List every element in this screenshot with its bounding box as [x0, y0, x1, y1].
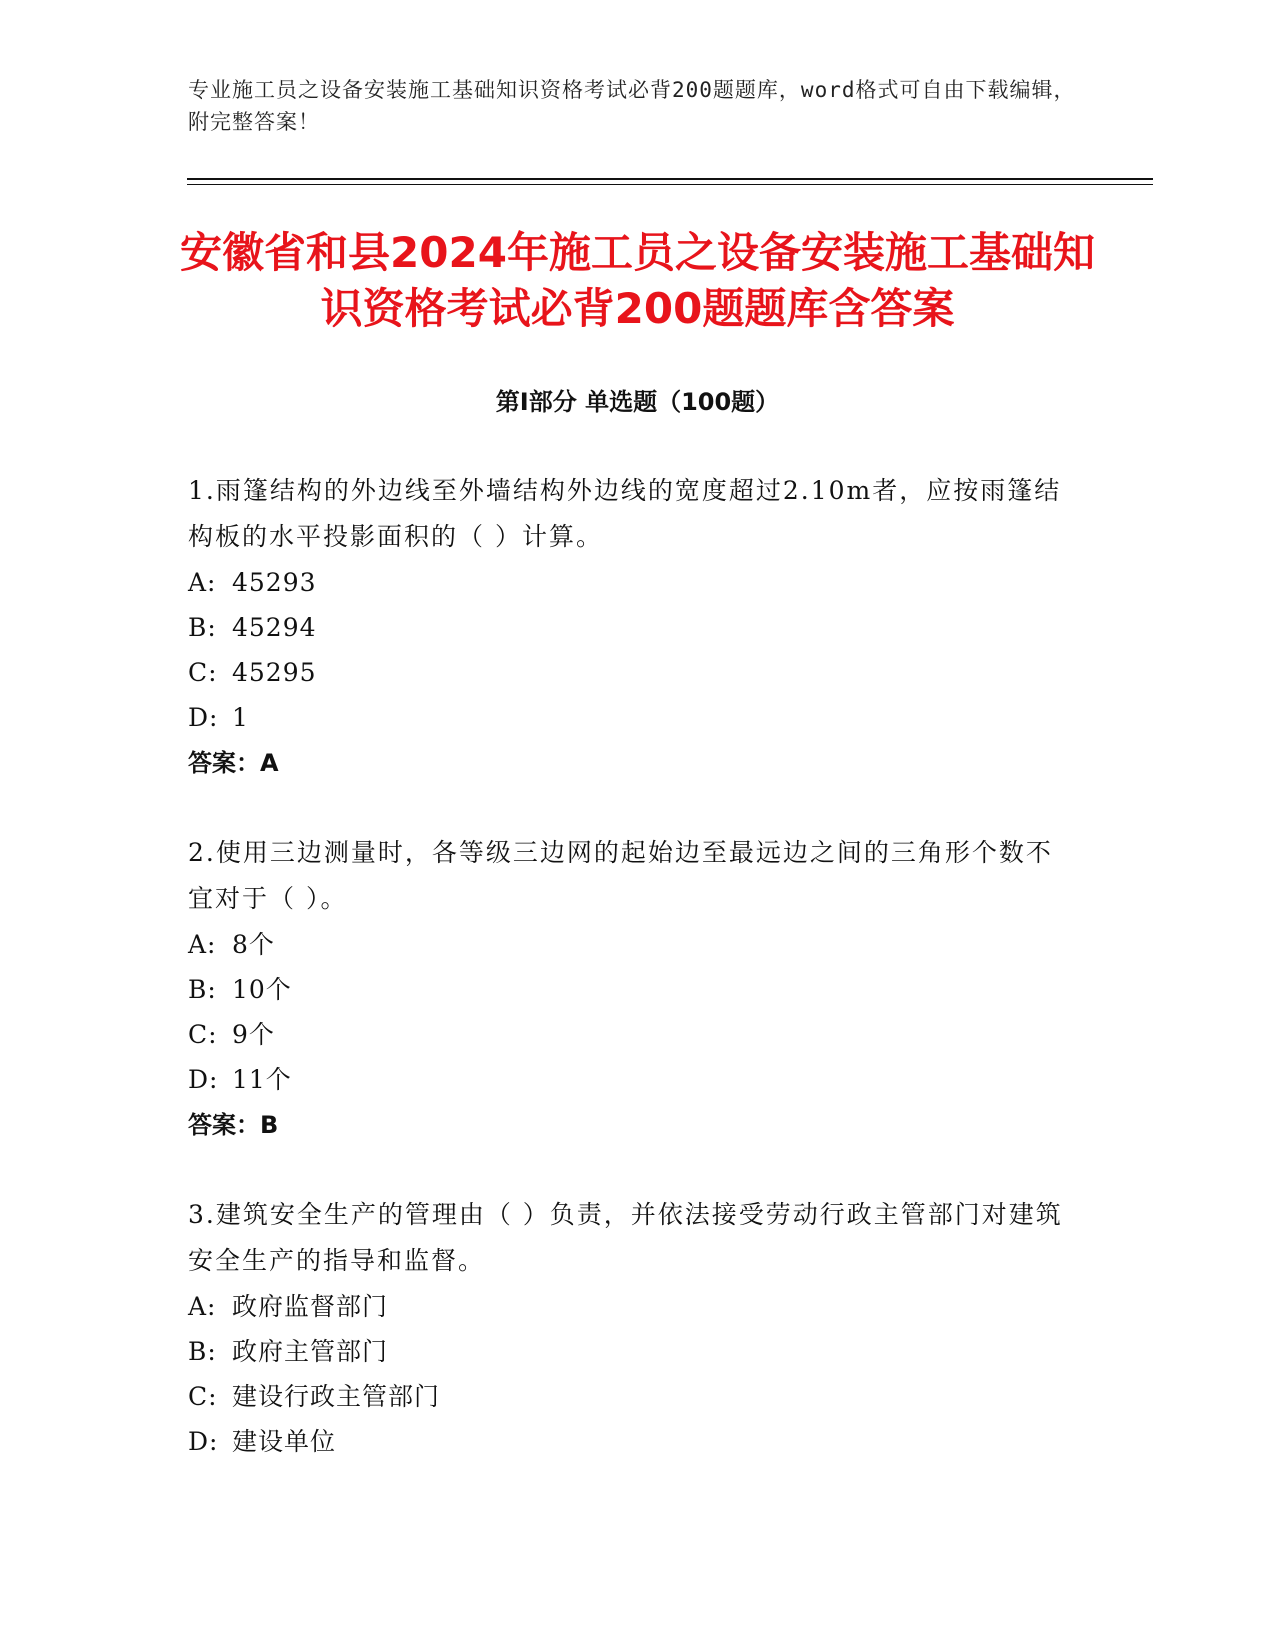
option-value: 45295 — [232, 658, 317, 687]
option-b — [188, 967, 1078, 1012]
option-letter: D: — [188, 1427, 219, 1456]
header-rule-thin — [187, 184, 1153, 185]
option-letter: A: — [188, 1292, 217, 1321]
option-letter: A: — [188, 568, 217, 597]
option-value: 45293 — [232, 568, 317, 597]
document-title: 安徽省和县2024年施工员之设备安装施工基础知识资格考试必背200题题库含答案 — [180, 228, 1095, 333]
option-value: 45294 — [232, 613, 317, 642]
option-c — [188, 1012, 1078, 1057]
question-2 — [188, 830, 1078, 1148]
option-a — [188, 922, 1078, 967]
answer: 答案：B — [188, 1111, 279, 1139]
option-value: 10个 — [232, 975, 292, 1004]
option-value: 建设行政主管部门 — [232, 1382, 441, 1411]
answer: 答案：A — [188, 749, 279, 777]
option-b — [188, 605, 1078, 650]
option-letter: A: — [188, 930, 217, 959]
option-letter: B: — [188, 613, 217, 642]
option-c — [188, 1374, 1078, 1419]
option-value: 8个 — [232, 930, 275, 959]
option-letter: C: — [188, 658, 218, 687]
question-text: 3.建筑安全生产的管理由（ ）负责，并依法接受劳动行政主管部门对建筑安全生产的指导和监督。 — [188, 1200, 1063, 1275]
header-note: 专业施工员之设备安装施工基础知识资格考试必背200题题库，word格式可自由下载编辑，附完整答案！ — [188, 78, 1076, 134]
option-value: 建设单位 — [232, 1427, 337, 1456]
option-value: 政府主管部门 — [232, 1337, 389, 1366]
option-value: 11个 — [232, 1065, 292, 1094]
option-a — [188, 1284, 1078, 1329]
question-1 — [188, 468, 1078, 786]
option-d — [188, 1057, 1078, 1102]
option-letter: D: — [188, 703, 219, 732]
option-value: 9个 — [232, 1020, 275, 1049]
option-d — [188, 695, 1078, 740]
header-rule-thick — [187, 178, 1153, 180]
option-d — [188, 1419, 1078, 1464]
option-letter: C: — [188, 1020, 218, 1049]
option-letter: D: — [188, 1065, 219, 1094]
section-heading: 第Ⅰ部分 单选题（100题） — [495, 388, 780, 416]
option-letter: B: — [188, 975, 217, 1004]
option-value: 政府监督部门 — [232, 1292, 389, 1321]
option-letter: C: — [188, 1382, 218, 1411]
option-b — [188, 1329, 1078, 1374]
option-c — [188, 650, 1078, 695]
question-text: 1.雨篷结构的外边线至外墙结构外边线的宽度超过2.10m者，应按雨篷结构板的水平投影面积的（ ）计算。 — [188, 476, 1062, 551]
option-a — [188, 560, 1078, 605]
question-3 — [188, 1192, 1078, 1464]
option-value: 1 — [232, 703, 249, 732]
question-text: 2.使用三边测量时，各等级三边网的起始边至最远边之间的三角形个数不宜对于（ ）。 — [188, 838, 1053, 913]
option-letter: B: — [188, 1337, 217, 1366]
